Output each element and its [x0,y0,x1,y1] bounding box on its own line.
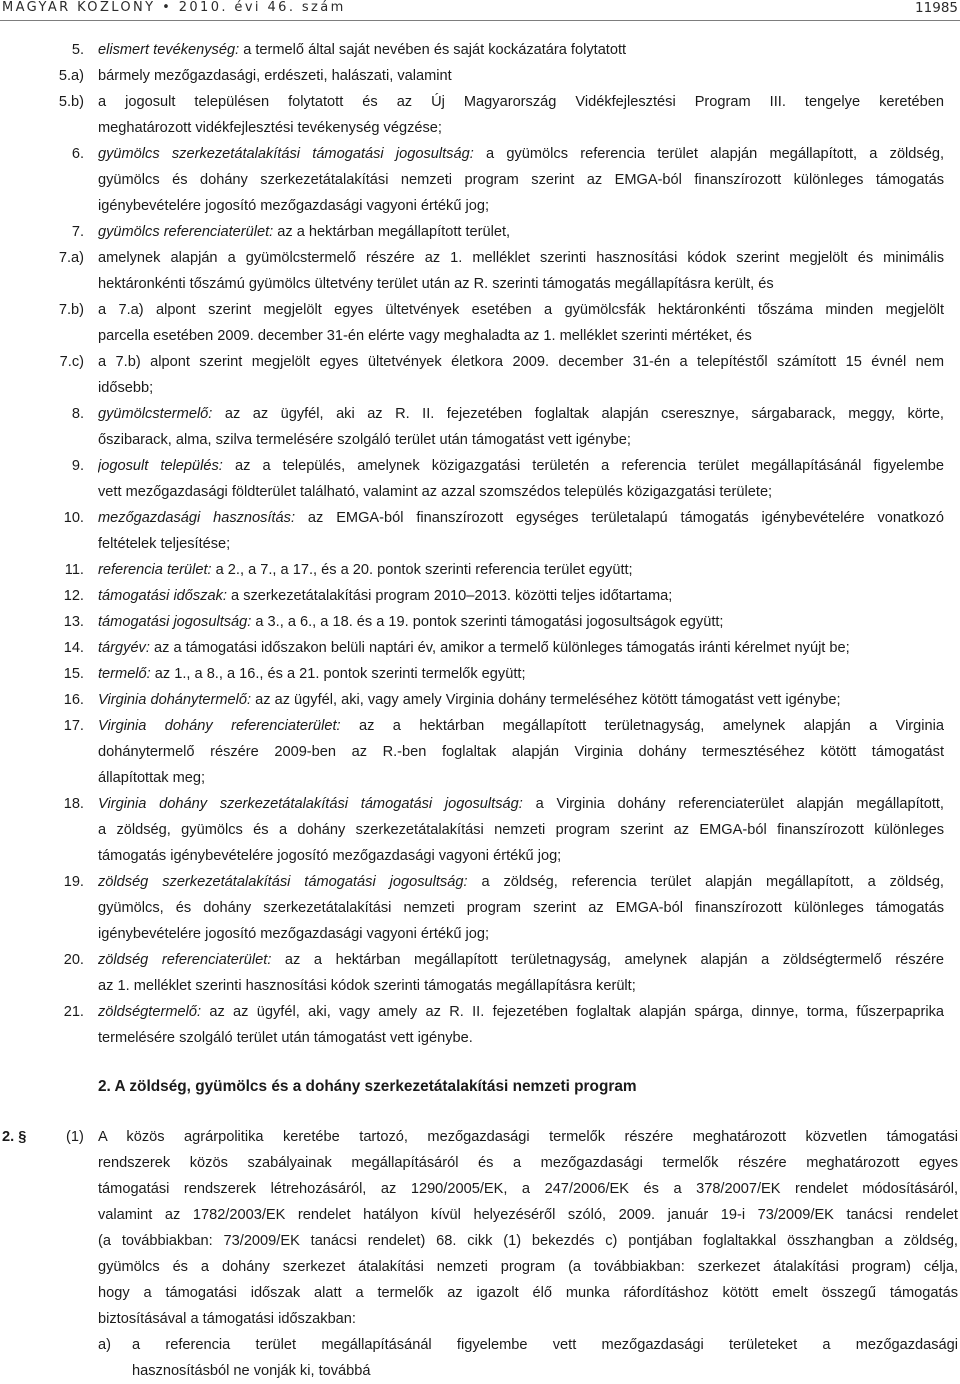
definitions-list [0,37,960,1051]
text-line [98,947,944,973]
definition-text: hektáronkénti tőszámú gyümölcs ültetvény terület után az R. szerinti támogatás megállapításra került, és [98,276,774,292]
definition-item [0,999,960,1051]
text-line [98,869,944,895]
text-line [98,427,944,453]
defined-term: jogosult település: [98,458,223,474]
definition-text: támogatás igénybevételére jogosító mezőgazdasági vagyoni értékű jog; [98,848,562,864]
page-number: 11985 [915,0,958,16]
definition-item [0,37,960,63]
item-number: 11. [64,562,84,578]
defined-term: mezőgazdasági hasznosítás: [98,510,296,526]
definition-text: termelésére szolgáló terület után támogatást vett igénybe. [98,1030,473,1046]
definition-text: az a támogatási időszakon belüli naptári év, amikor a termelő különleges támogatás iránti kérelmet nyújt be; [149,640,850,656]
defined-term: elismert tevékenység: [98,42,240,58]
text-line [98,141,944,167]
text-line [98,297,944,323]
definition-text: állapítottak meg; [98,770,206,786]
definition-text: igénybevételére jogosító mezőgazdasági vagyoni értékű jog; [98,198,490,214]
item-number: 19. [63,874,84,890]
item-number: 13. [63,614,84,630]
definition-text: bármely mezőgazdasági, erdészeti, halászati, valamint [98,68,452,84]
text-line [98,453,944,479]
item-number: 18. [63,796,84,812]
definition-item [0,297,960,349]
text-line [98,557,944,583]
text-line [98,401,944,427]
defined-term: Virginia dohánytermelő: [98,692,252,708]
definition-item [0,453,960,505]
definition-item [0,947,960,999]
item-number: 5. [71,42,84,58]
item-number: 7.c) [59,354,84,370]
subitem-line: hasznosításból ne vonják ki, továbbá [132,1363,371,1379]
defined-term: zöldségtermelő: [98,1004,202,1020]
text-line [98,479,944,505]
item-number: 14. [63,640,84,656]
definition-text: az a hektárban megállapított területnagyság, amelynek alapján a Virginia [340,718,944,734]
paragraph-number: (1) [66,1129,84,1145]
text-line [98,375,944,401]
item-number: 17. [63,718,84,734]
definition-item [0,791,960,869]
definition-text: meghatározott vidékfejlesztési tevékenység végzése; [98,120,442,136]
defined-term: gyümölcs referenciaterület: [98,224,274,240]
text-line [98,661,944,687]
item-number: 15. [63,666,84,682]
definition-text: vett mezőgazdasági földterület található, valamint az azzal szomszédos település közigazgatási területe; [98,484,773,500]
paragraph-line: (a továbbiakban: 73/2009/EK tanácsi rendelet) 68. cikk (1) bekezdés c) pontjában foglaltakkal összhangban a zöldség, [98,1233,958,1249]
defined-term: támogatási időszak: [98,588,227,604]
definition-item [0,63,960,89]
text-line [98,349,944,375]
defined-term: zöldség referenciaterület: [98,952,272,968]
text-line [98,999,944,1025]
definition-text: idősebb; [98,380,154,396]
text-line [98,115,944,141]
journal-running-head [2,0,346,15]
text-line [98,531,944,557]
paragraph-line: támogatási rendszerek létrehozásáról, az 1290/2005/EK, a 247/2006/EK és a 378/2007/EK rendelet módosításáról, [98,1181,958,1197]
definition-text: a 3., a 6., a 18. és a 19. pontok szerinti támogatási jogosultságok együtt; [251,614,724,630]
defined-term: tárgyév: [98,640,150,656]
paragraph-line: rendszerek közös szabályainak megállapításáról és a mezőgazdasági termelők részére meghatározott egyes [98,1155,958,1171]
definition-text: az 1. melléklet szerinti hasznosítási kódok szerinti támogatás megállapításra került; [98,978,636,994]
item-number: 10. [63,510,84,526]
definition-text: feltételek teljesítése; [98,536,231,552]
definition-item [0,869,960,947]
section-sign-label: 2. § [2,1129,27,1145]
item-number: 21. [63,1004,84,1020]
item-number: 7.a) [58,250,84,266]
text-line [98,635,944,661]
paragraph-line: hogy a támogatási időszak alatt a termelők az igazolt élő munka ráfordításhoz kötött emelt összegű támogatás [98,1285,958,1301]
text-line [98,791,944,817]
definition-text: az EMGA-ból finanszírozott egységes területalapú támogatás igénybevételére vonatkozó [295,510,944,526]
definition-item [0,583,960,609]
text-line [98,765,944,791]
defined-term: gyümölcs szerkezetátalakítási támogatási jogosultság: [98,146,474,162]
definition-item [0,505,960,557]
paragraph-body [98,1124,958,1384]
item-number: 9. [71,458,84,474]
item-number: 16. [63,692,84,708]
text-line [98,687,944,713]
definition-text: a zöldség, referencia terület alapján megállapított, a zöldség, [467,874,944,890]
defined-term: Virginia dohány referenciaterület: [98,718,341,734]
page-header [0,0,960,22]
defined-term: támogatási jogosultság: [98,614,252,630]
definition-text: gyümölcs és dohány szerkezetátalakítási nemzeti program szerint az EMGA-ból finanszírozott különleges támogatás [98,172,944,188]
definition-item [0,635,960,661]
text-line [98,973,944,999]
definition-item [0,245,960,297]
text-line [98,219,944,245]
text-line [98,37,944,63]
definition-text: a Virginia dohány referenciaterület alapján megállapított, [522,796,944,812]
defined-term: Virginia dohány szerkezetátalakítási támogatási jogosultság: [98,796,523,812]
definition-text: őszibarack, alma, szilva termelésére szolgáló terület után támogatást vett igénybe; [98,432,631,448]
definition-text: a 2., a 7., a 17., és a 20. pontok szerinti referencia terület együtt; [211,562,633,578]
definition-text: a termelő által saját nevében és saját kockázatára folytatott [239,42,627,58]
text-line [98,583,944,609]
definition-item [0,661,960,687]
text-line [98,895,944,921]
item-number: 6. [71,146,84,162]
text-line [98,323,944,349]
item-number: 8. [71,406,84,422]
definition-text: amelynek alapján a gyümölcstermelő részére az 1. melléklet szerinti hasznosítási kódok szerint megjelölt és minimális [98,250,944,266]
definition-text: dohánytermelő részére 2009-ben az R.-ben foglaltak alapján Virginia dohány termesztéséhez kötött támogatást [98,744,944,760]
item-number: 7.b) [58,302,84,318]
paragraph-line: A közös agrárpolitika keretébe tartozó, mezőgazdasági termelők részére meghatározott közvetlen támogatási [98,1129,958,1145]
defined-term: referencia terület: [98,562,212,578]
definition-item [0,557,960,583]
text-line [98,713,944,739]
definition-item [0,609,960,635]
item-number: 7. [71,224,84,240]
text-line [98,271,944,297]
defined-term: zöldség szerkezetátalakítási támogatási jogosultság: [98,874,468,890]
item-number: 20. [63,952,84,968]
text-line [98,1025,944,1051]
item-number: 5.b) [58,94,84,110]
text-line [98,63,944,89]
paragraph-line: gyümölcs és a dohány szerkezet átalakítási nemzeti program (a továbbiakban: szerkezet átalakítási program) célja, [98,1259,958,1275]
definition-text: a zöldség, gyümölcs és a dohány szerkezetátalakítási nemzeti program szerint az EMGA-ból finanszírozott különleges [98,822,944,838]
defined-term: termelő: [98,666,151,682]
section-heading: 2. A zöldség, gyümölcs és a dohány szerkezetátalakítási nemzeti program [98,1078,637,1095]
text-line [98,167,944,193]
subitem-line: a referencia terület megállapításánál figyelembe vett mezőgazdasági területeket a mezőgazdasági [132,1337,958,1353]
text-line [98,505,944,531]
definition-item [0,141,960,219]
bullet-separator: • [162,0,179,15]
defined-term: gyümölcstermelő: [98,406,213,422]
text-line [98,193,944,219]
definition-text: az 1., a 8., a 16., és a 21. pontok szerinti termelők együtt; [150,666,526,682]
text-line [98,89,944,115]
definition-item [0,219,960,245]
definition-text: az a település, amelynek közigazgatási területén a referencia terület megállapításánál figyelembe [222,458,944,474]
definition-item [0,687,960,713]
definition-text: az a hektárban megállapított területnagyság, amelynek alapján a zöldségtermelő részére [271,952,944,968]
subitem-label: a) [98,1337,111,1353]
item-number: 12. [63,588,84,604]
text-line [98,739,944,765]
definition-text: a szerkezetátalakítási program 2010–2013. közötti teljes időtartama; [226,588,673,604]
definition-text: a jogosult településen folytatott és az Új Magyarország Vidékfejlesztési Program III. tengelye keretében [98,94,944,110]
header-divider [0,20,960,21]
issue-label: 2010. évi 46. szám [178,0,346,15]
definition-item [0,713,960,791]
definition-text: gyümölcs, és dohány szerkezetátalakítási nemzeti program szerint az EMGA-ból finanszírozott különleges támogatás [98,900,944,916]
paragraph-line: valamint az 1782/2003/EK rendelet hatályon kívül helyezéséről szóló, 2009. január 19-i 73/2009/EK tanácsi rendelet [98,1207,958,1223]
definition-text: az az ügyfél, aki, vagy amely Virginia dohány termeléséhez kötött támogatást vett igénybe; [251,692,841,708]
text-line [98,921,944,947]
definition-item [0,401,960,453]
definition-item [0,349,960,401]
text-line [98,817,944,843]
definition-text: az az ügyfél, aki az R. II. fejezetében foglaltak alapján cseresznye, sárgabarack, meggy, körte, [212,406,944,422]
paragraph-2-1 [0,1124,960,1384]
definition-text: az a hektárban megállapított terület, [273,224,511,240]
definition-text: igénybevételére jogosító mezőgazdasági vagyoni értékű jog; [98,926,490,942]
definition-text: a gyümölcs referencia terület alapján megállapított, a zöldség, [473,146,944,162]
definition-item [0,89,960,141]
text-line [98,843,944,869]
subitem-a [98,1332,958,1384]
definition-text: a 7.a) alpont szerint megjelölt egyes ültetvények esetében a gyümölcsfák hektáronkénti tőszáma minden megjelölt [98,302,944,318]
paragraph-line: biztosításával a támogatási időszakban: [98,1311,356,1327]
definition-text: parcella esetében 2009. december 31-én elérte vagy meghaladta az 1. melléklet szerinti mértéket, és [98,328,752,344]
definition-text: a 7.b) alpont szerint megjelölt egyes ültetvények életkora 2009. december 31-én a telepítéstől számított 15 évnél nem [98,354,944,370]
definition-text: az az ügyfél, aki, vagy amely az R. II. fejezetében foglaltak alapján spárga, dinnye, torma, fűszerpaprika [201,1004,944,1020]
item-number: 5.a) [58,68,84,84]
text-line [98,609,944,635]
journal-title: MAGYAR KÖZLÖNY [2,0,156,15]
text-line [98,245,944,271]
